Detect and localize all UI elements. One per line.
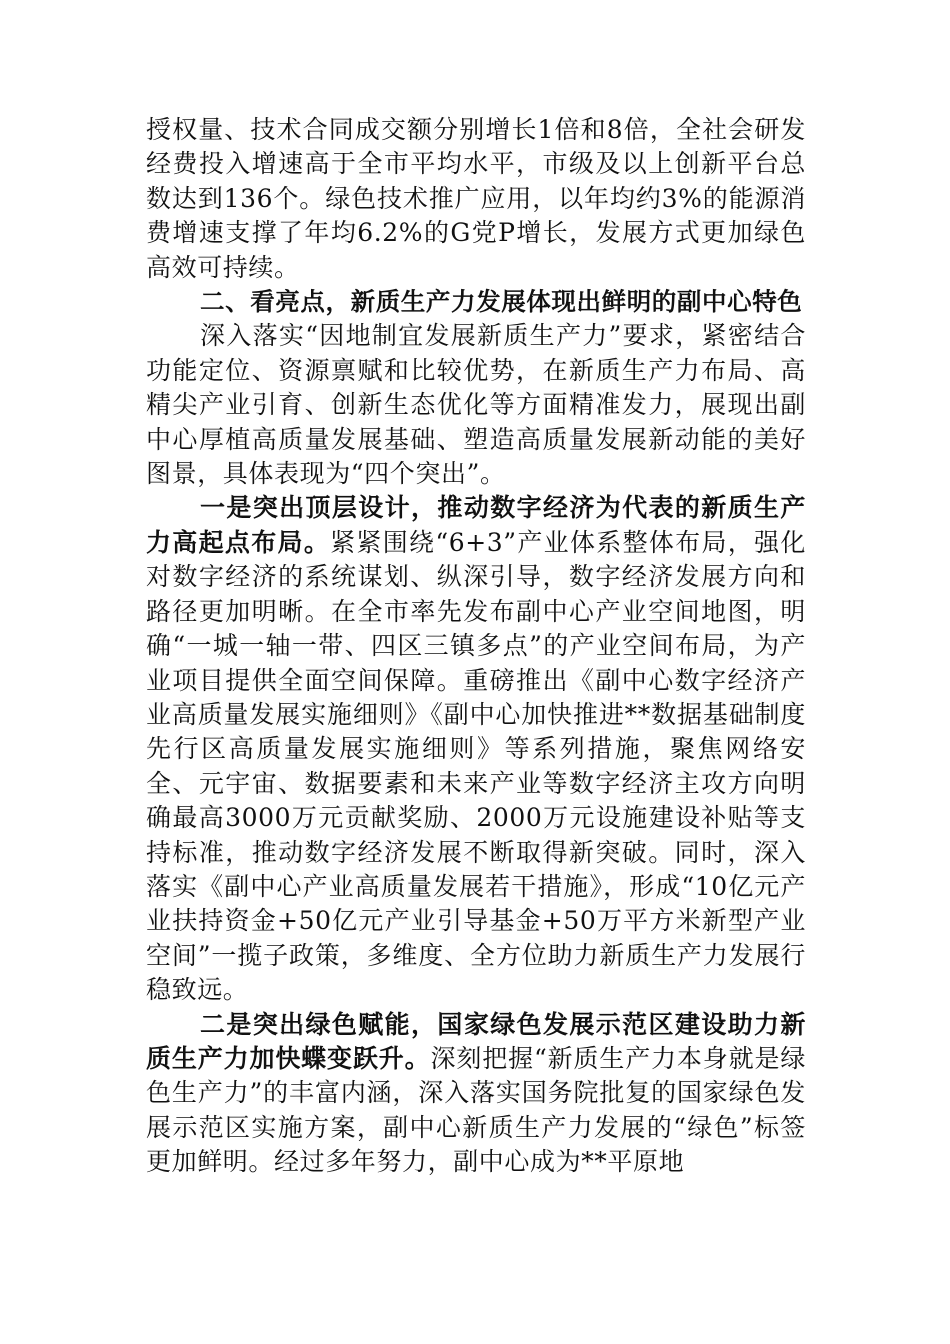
document-page bbox=[146, 113, 806, 1180]
body-paragraph-point-one bbox=[146, 491, 806, 1007]
body-paragraph-intro: 深入落实“因地制宜发展新质生产力”要求，紧密结合功能定位、资源禀赋和比较优势，在新质生产力布局、高精尖产业引育、创新生态优化等方面精准发力，展现出副中心厚植高质量发展基础、塑造高质量发展新动能的美好图景，具体表现为“四个突出”。 bbox=[146, 321, 806, 489]
point-two-body: 深刻把握“新质生产力本身就是绿色生产力”的丰富内涵，深入落实国务院批复的国家绿色发展示范区实施方案，副中心新质生产力发展的“绿色”标签更加鲜明。经过多年努力，副中心成为**平原地 bbox=[146, 1043, 806, 1177]
body-paragraph-continuation: 授权量、技术合同成交额分别增长1倍和8倍，全社会研发经费投入增速高于全市平均水平，市级及以上创新平台总数达到136个。绿色技术推广应用，以年均约3%的能源消费增速支撑了年均6.2%的G党P增长，发展方式更加绿色高效可持续。 bbox=[146, 115, 806, 282]
point-one-body: 紧紧围绕“6+3”产业体系整体布局，强化对数字经济的系统谋划、纵深引导，数字经济发展方向和路径更加明晰。在全市率先发布副中心产业空间地图，明确“一城一轴一带、四区三镇多点”的产业空间布局，为产业项目提供全面空间保障。重磅推出《副中心数字经济产业高质量发展实施细则》《副中心加快推进**数据基础制度先行区高质量发展实施细则》等系列措施，聚焦网络安全、元宇宙、数据要素和未来产业等数字经济主攻方向明确最高3000万元贡献奖励、2000万元设施建设补贴等支持标准，推动数字经济发展不断取得新突破。同时，深入落实《副中心产业高质量发展若干措施》，形成“10亿元产业扶持资金+50亿元产业引导基金+50万平方米新型产业空间”一揽子政策，多维度、全方位助力新质生产力发展行稳致远。 bbox=[146, 527, 806, 1005]
point-one-lead: 一是突出顶层设计，推动数字经济为代表的新质生产力高起点布局。 bbox=[146, 493, 806, 557]
body-paragraph-point-two bbox=[146, 1008, 806, 1180]
point-two-lead: 二是突出绿色赋能，国家绿色发展示范区建设助力新质生产力加快蝶变跃升。 bbox=[146, 1009, 806, 1073]
section-heading: 二、看亮点，新质生产力发展体现出鲜明的副中心特色 bbox=[200, 287, 803, 317]
